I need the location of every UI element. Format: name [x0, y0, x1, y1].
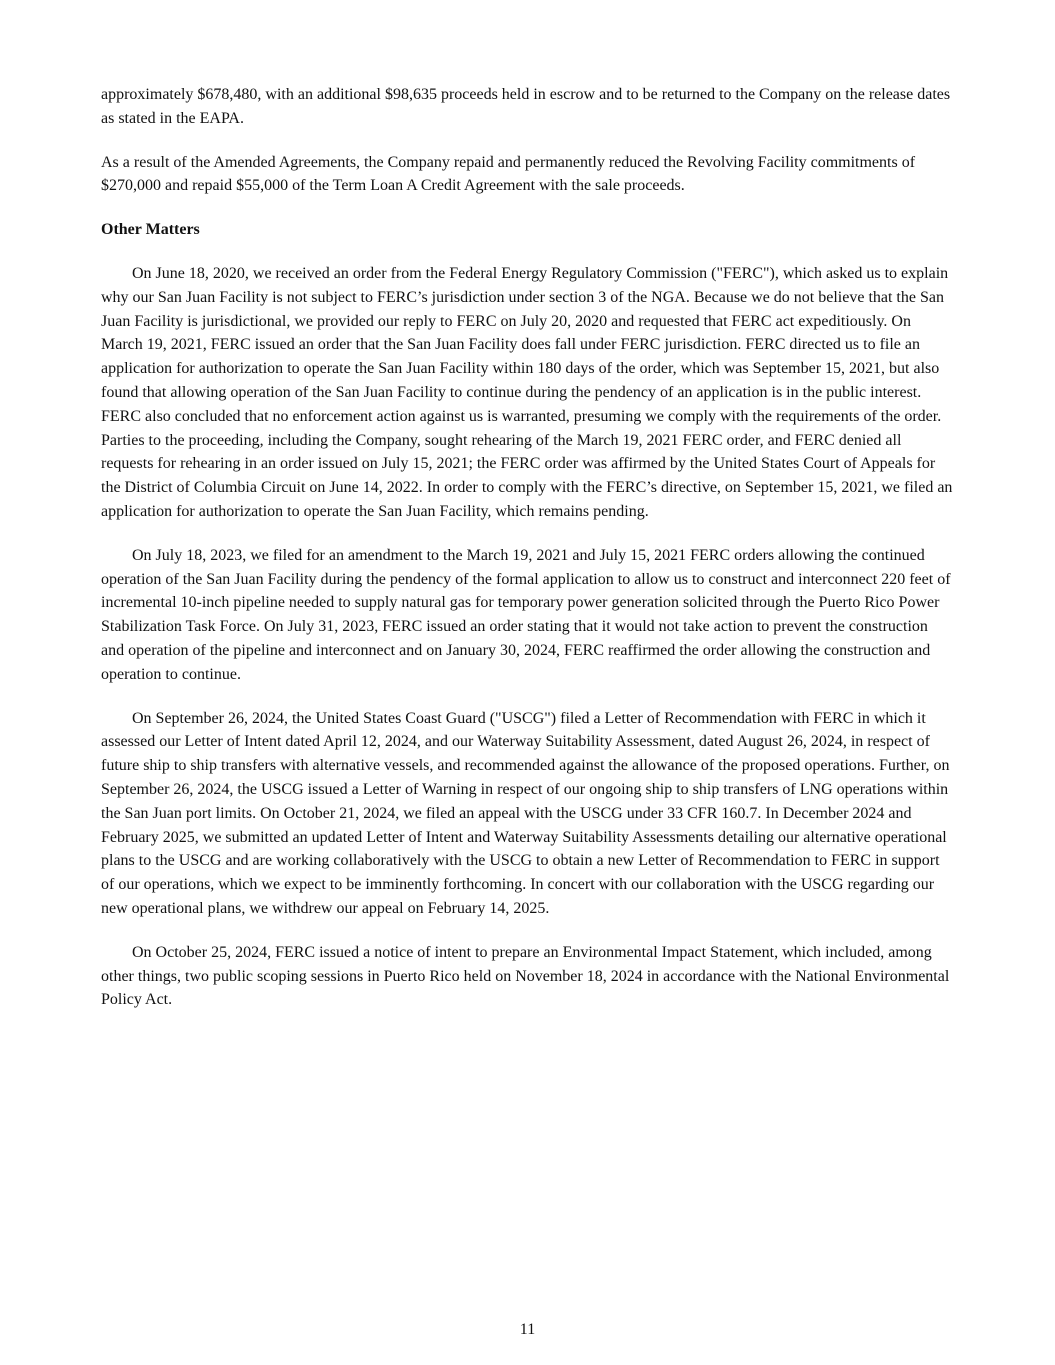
paragraph-pipeline-amendment: On July 18, 2023, we filed for an amendment to the March 19, 2021 and July 15, 2021 FERC orders allowing the continued operation of the San Juan Facility during the pendency of the formal application to allow us to construct and interconnect 220 feet of incremental 10-inch pipeline needed to supply natural gas for temporary power generation solicited through the Puerto Rico Power Stabilization Task Force. On July 31, 2023, FERC issued an order stating that it would not take action to prevent the construction and operation of the pipeline and interconnect and on January 30, 2024, FERC reaffirmed the order allowing the construction and operation to continue.	[101, 546, 951, 683]
page-number: 11	[519, 1321, 536, 1338]
document-page	[101, 83, 953, 1012]
paragraph-environmental-impact: On October 25, 2024, FERC issued a notice of intent to prepare an Environmental Impact Statement, which included, among other things, two public scoping sessions in Puerto Rico held on November 18, 2024 in accordance with the National Environmental Policy Act.	[101, 943, 950, 1009]
paragraph-uscg-recommendation: On September 26, 2024, the United States Coast Guard ("USCG") filed a Letter of Recommendation with FERC in which it assessed our Letter of Intent dated April 12, 2024, and our Waterway Suitability Assessment, dated August 26, 2024, in respect of future ship to ship transfers with alternative vessels, and recommended against the allowance of the proposed operations. Further, on September 26, 2024, the USCG issued a Letter of Warning in respect of our ongoing ship to ship transfers of LNG operations within the San Juan port limits. On October 21, 2024, we filed an appeal with the USCG under 33 CFR 160.7. In December 2024 and February 2025, we submitted an updated Letter of Intent and Waterway Suitability Assessments detailing our alternative operational plans to the USCG and are working collaboratively with the USCG to obtain a new Letter of Recommendation to FERC in support of our operations, which we expect to be imminently forthcoming. In concert with our collaboration with the USCG regarding our new operational plans, we withdrew our appeal on February 14, 2025.	[101, 709, 950, 917]
paragraph-amended-agreements: As a result of the Amended Agreements, the Company repaid and permanently reduced the Revolving Facility commitments of $270,000 and repaid $55,000 of the Term Loan A Credit Agreement with the sale proceeds.	[101, 153, 916, 195]
paragraph-escrow-proceeds: approximately $678,480, with an additional $98,635 proceeds held in escrow and to be returned to the Company on the release dates as stated in the EAPA.	[101, 86, 951, 127]
paragraph-ferc-order: On June 18, 2020, we received an order from the Federal Energy Regulatory Commission ("FERC"), which asked us to explain why our San Juan Facility is not subject to FERC’s jurisdiction under section 3 of the NGA. Because we do not believe that the San Juan Facility is jurisdictional, we provided our reply to FERC on July 20, 2020 and requested that FERC act expeditiously. On March 19, 2021, FERC issued an order that the San Juan Facility does fall under FERC jurisdiction. FERC directed us to file an application for authorization to operate the San Juan Facility within 180 days of the order, which was September 15, 2021, but also found that allowing operation of the San Juan Facility to continue during the pendency of an application is in the public interest. FERC also concluded that no enforcement action against us is warranted, presuming we comply with the requirements of the order. Parties to the proceeding, including the Company, sought rehearing of the March 19, 2021 FERC order, and FERC denied all requests for rehearing in an order issued on July 15, 2021; the FERC order was affirmed by the United States Court of Appeals for the District of Columbia Circuit on June 14, 2022. In order to comply with the FERC’s directive, on September 15, 2021, we filed an application for authorization to operate the San Juan Facility, which remains pending.	[101, 264, 953, 520]
section-heading-other-matters: Other Matters	[101, 221, 200, 239]
